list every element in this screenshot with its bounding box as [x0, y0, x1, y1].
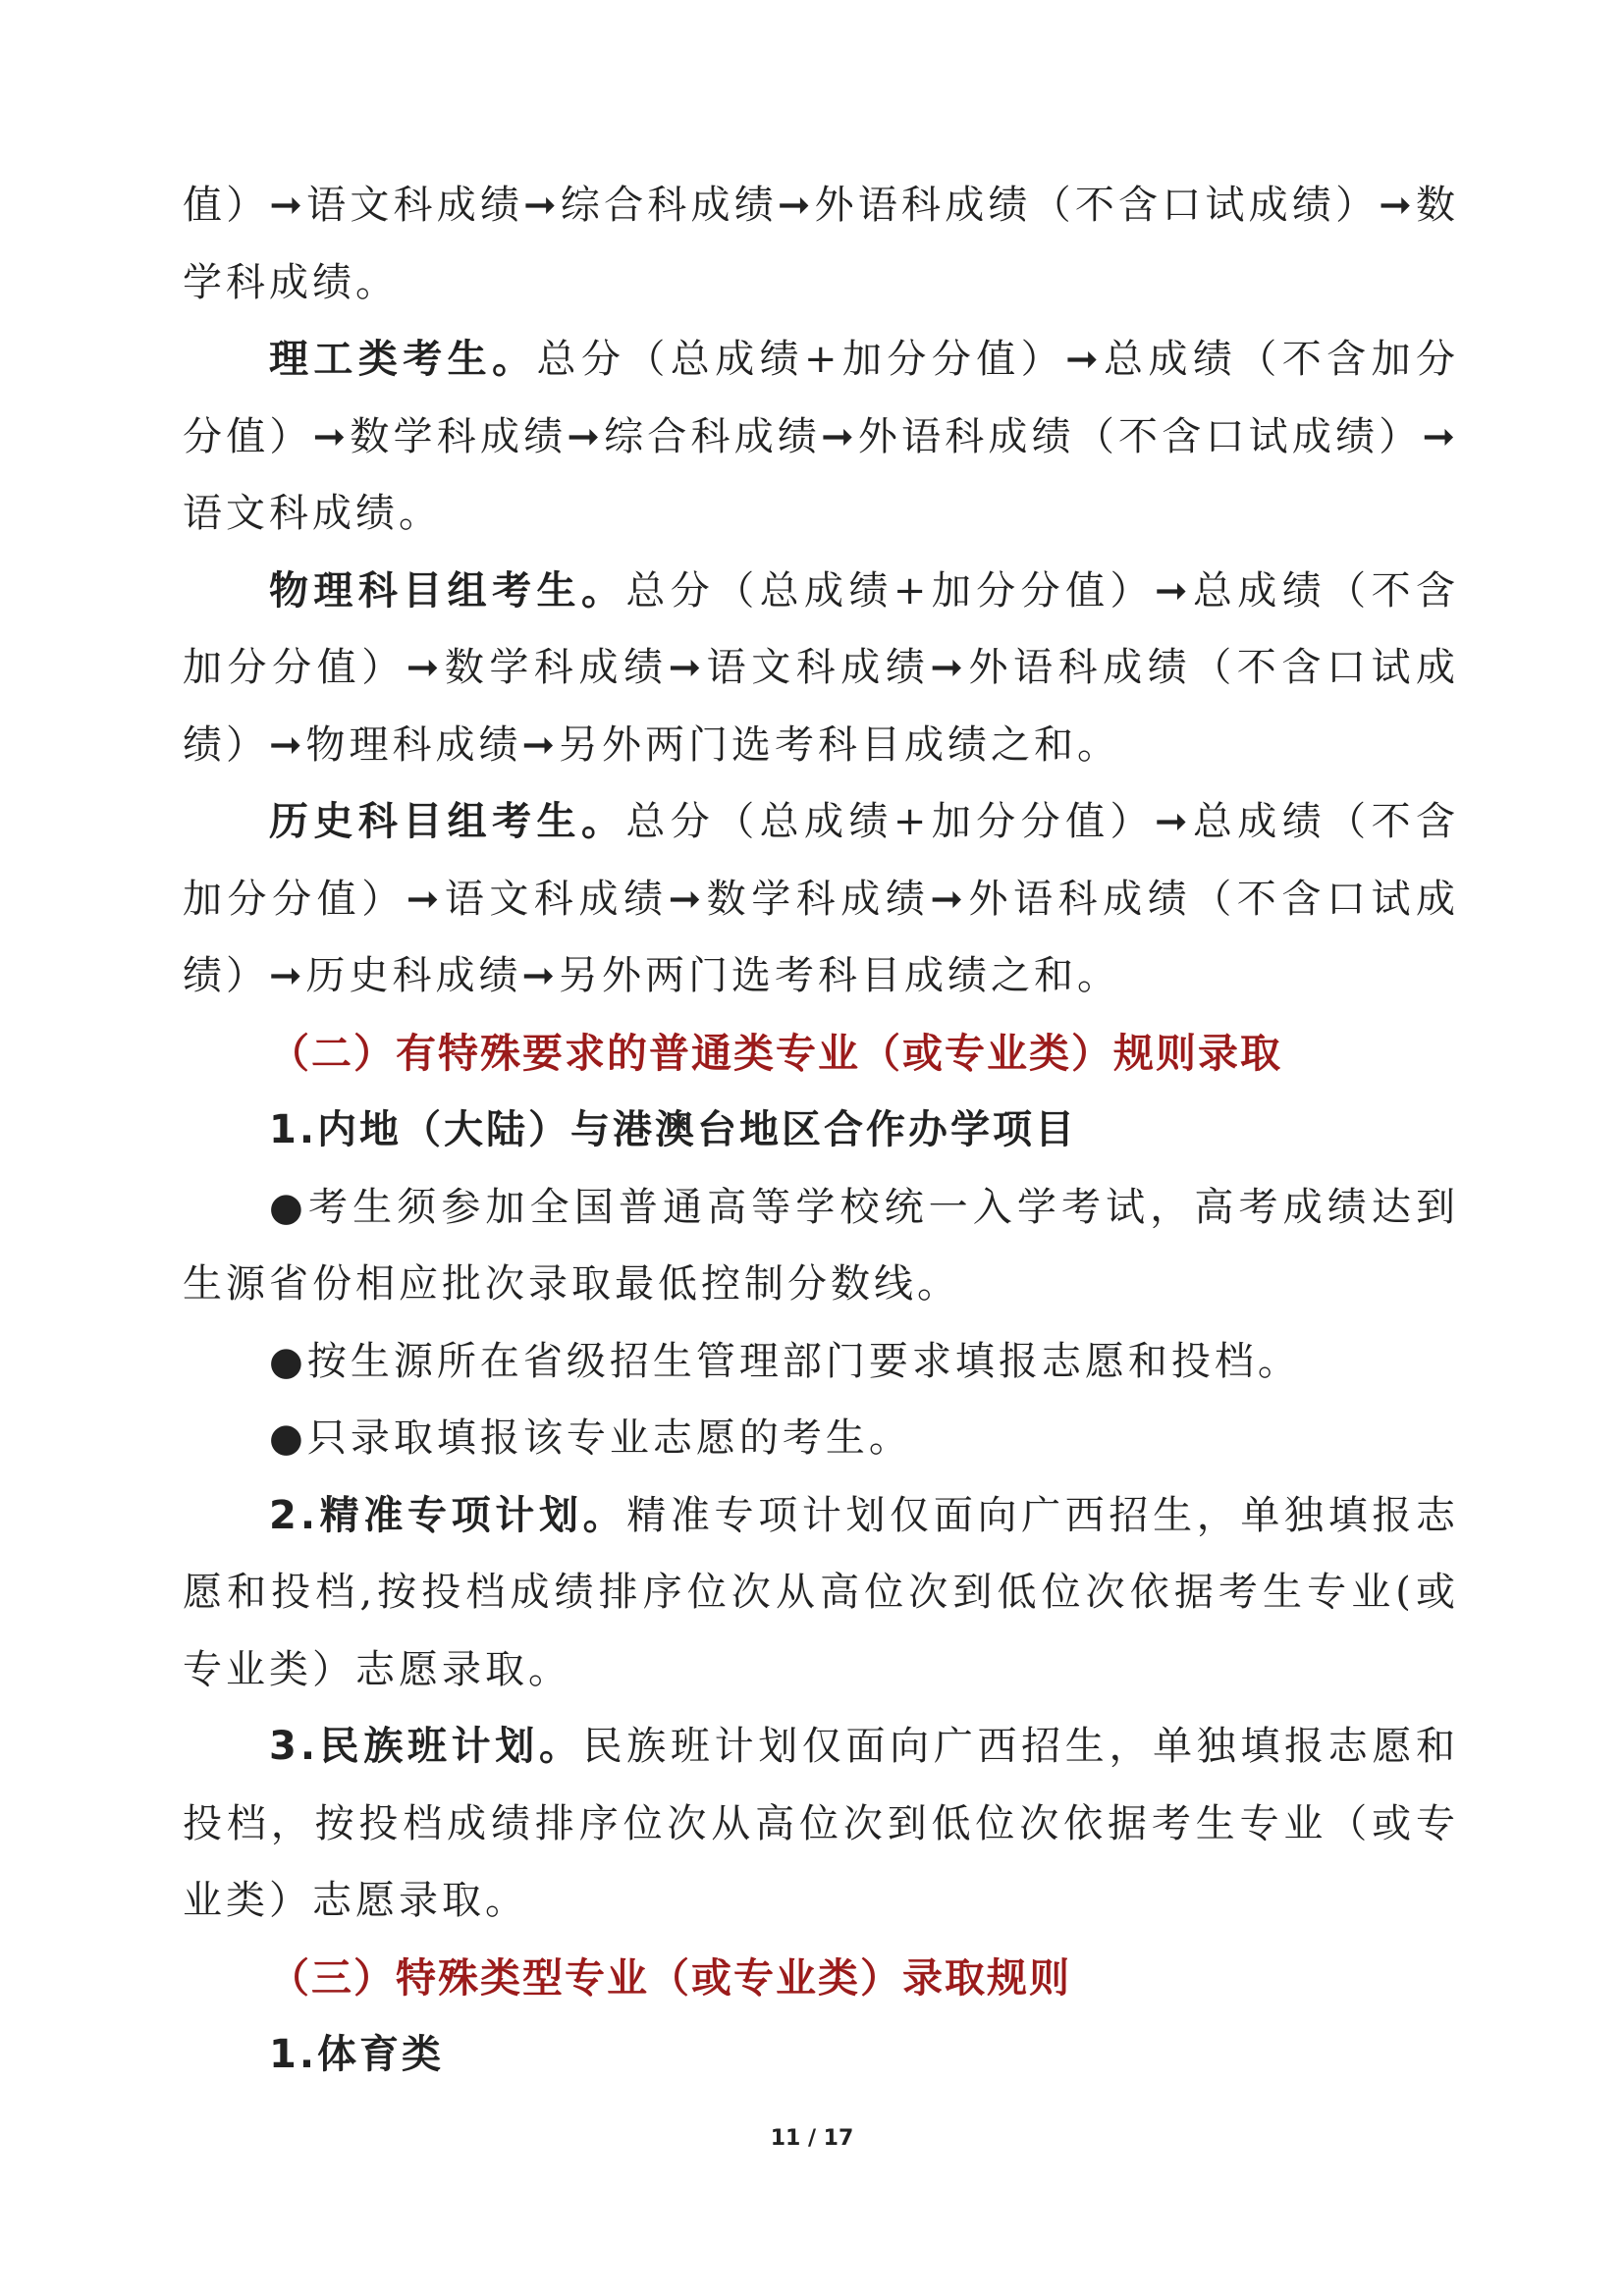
paragraph-text: 民族班计划仅面向广西招生，单独填报志愿和投档，按投档成绩排序位次从高位次到低位次依据考生专业（或专业类）志愿录取。 [183, 1724, 1460, 1923]
paragraph-liberal-arts-tail: 值）➞语文科成绩➞综合科成绩➞外语科成绩（不含口试成绩）➞数学科成绩。 [183, 183, 1459, 305]
paragraph-text: 精准专项计划仅面向广西招生，单独填报志愿和投档,按投档成绩排序位次从高位次到低位次依据考生专业(或专业类）志愿录取。 [183, 1492, 1459, 1692]
paragraph-lead: 2.精准专项计划。 [269, 1492, 627, 1538]
paragraph-ethnic-class-plan [183, 1708, 1459, 1940]
subheading-sports: 1.体育类 [269, 2032, 445, 2077]
section-heading-special-types: （三）特殊类型专业（或专业类）录取规则 [269, 1953, 1071, 2002]
paragraph-lead: 历史科目组考生。 [269, 798, 626, 844]
paragraph-lead: 理工类考生。 [269, 336, 537, 382]
paragraph-physics-group [183, 553, 1459, 784]
bullet-item: ●考生须参加全国普通高等学校统一入学考试，高考成绩达到生源省份相应批次录取最低控制分数线。 [183, 1184, 1459, 1307]
bullet-item: ●按生源所在省级招生管理部门要求填报志愿和投档。 [269, 1338, 1301, 1384]
paragraph-lead: 3.民族班计划。 [269, 1724, 583, 1769]
paragraph-targeted-plan [183, 1477, 1459, 1709]
paragraph-text: 总分（总成绩+加分分值）➞总成绩（不含加分分值）➞数学科成绩➞语文科成绩➞外语科成绩（不含口试成绩）➞物理科成绩➞另外两门选考科目成绩之和。 [183, 567, 1459, 768]
paragraph-text: 总分（总成绩+加分分值）➞总成绩（不含加分分值）➞数学科成绩➞综合科成绩➞外语科成绩（不含口试成绩）➞语文科成绩。 [183, 337, 1459, 536]
bullet-item: ●只录取填报该专业志愿的考生。 [269, 1415, 912, 1461]
document-body [183, 167, 1459, 2094]
paragraph-lead: 物理科目组考生。 [269, 566, 626, 614]
paragraph-history-group [183, 783, 1459, 1015]
paragraph-text: 总分（总成绩+加分分值）➞总成绩（不含加分分值）➞语文科成绩➞数学科成绩➞外语科成绩（不含口试成绩）➞历史科成绩➞另外两门选考科目成绩之和。 [183, 799, 1459, 998]
paragraph-science-engineering [183, 321, 1459, 553]
subheading-cooperative-programs: 1.内地（大陆）与港澳台地区合作办学项目 [269, 1107, 1078, 1152]
section-heading-special-requirements: （二）有特殊要求的普通类专业（或专业类）规则录取 [269, 1029, 1282, 1077]
page-number: 11 / 17 [770, 2126, 854, 2151]
